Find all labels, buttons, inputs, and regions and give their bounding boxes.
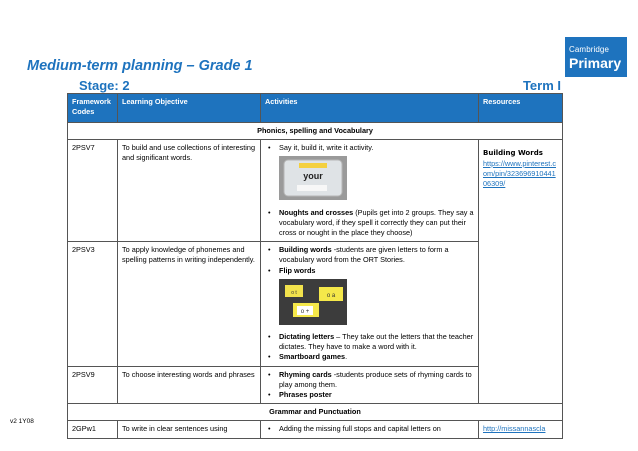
activity-photo-flip-words — [279, 279, 474, 328]
learning-objective: To apply knowledge of phonemes and spelling patterns in writing independently. — [118, 242, 261, 366]
section-title: Phonics, spelling and Vocabulary — [68, 123, 563, 140]
svg-text:o +: o + — [300, 308, 310, 315]
svg-text:o a: o a — [326, 292, 336, 299]
term-label: Term I — [522, 78, 561, 93]
learning-objective: To choose interesting words and phrases — [118, 366, 261, 404]
framework-code: 2PSV9 — [68, 366, 118, 404]
page-title: Medium-term planning – Grade 1 — [27, 58, 253, 74]
table-row — [68, 140, 563, 242]
stage-label: Stage: 2 — [79, 78, 130, 93]
activities-cell — [261, 242, 479, 366]
svg-text:o t: o t — [291, 289, 297, 296]
activity-item: • Noughts and crosses (Pupils get into 2 groups. They say a vocabulary word, if they spell it correctly they can put their cross or nought in the place they choose) — [265, 208, 474, 239]
activity-photo-word-tray — [279, 156, 474, 203]
activities-cell — [261, 140, 479, 242]
planning-table — [67, 93, 563, 439]
framework-code: 2PSV3 — [68, 242, 118, 366]
table-header-row — [68, 94, 563, 123]
framework-code: 2PSV7 — [68, 140, 118, 242]
resources-cell — [479, 140, 563, 404]
table-row — [68, 421, 563, 438]
flip-words-image — [279, 279, 347, 325]
resource-link[interactable]: https://www.pinterest.com/pin/32369691044106309/ — [483, 159, 556, 189]
logo-line-cambridge: Cambridge — [569, 45, 610, 54]
header-learning-objective: Learning Objective — [118, 94, 261, 123]
learning-objective: To write in clear sentences using — [118, 421, 261, 438]
activity-item: • Smartboard games. — [265, 352, 474, 362]
section-title: Grammar and Punctuation — [68, 404, 563, 421]
activity-item: • Say it, build it, write it activity. — [265, 143, 474, 153]
activity-item: • Phrases poster — [265, 390, 474, 400]
logo-line-primary: Primary — [569, 55, 622, 71]
section-row-grammar — [68, 404, 563, 421]
resources-cell — [479, 421, 563, 438]
learning-objective: To build and use collections of interesting and significant words. — [118, 140, 261, 242]
framework-code: 2GPw1 — [68, 421, 118, 438]
activity-item: • Building words -students are given letters to form a vocabulary word from the ORT Stories. — [265, 245, 474, 265]
resource-title: Building Words — [483, 149, 543, 158]
header-resources: Resources — [479, 94, 563, 123]
activity-item: • Adding the missing full stops and capital letters on — [265, 424, 474, 434]
header-activities: Activities — [261, 94, 479, 123]
section-row-phonics — [68, 123, 563, 140]
header-framework-codes: Framework Codes — [68, 94, 118, 123]
version-footer: v2 1Y08 — [10, 418, 34, 425]
word-tray-image — [279, 156, 347, 200]
activity-item: • Dictating letters – They take out the letters that the teacher dictates. They have to make a word with it. — [265, 332, 474, 352]
activity-item: • Flip words — [265, 266, 474, 276]
tray-word: your — [303, 171, 323, 182]
cambridge-primary-logo — [565, 37, 627, 77]
activity-item: • Rhyming cards -students produce sets of rhyming cards to play among them. — [265, 370, 474, 390]
activities-cell — [261, 366, 479, 404]
resource-link[interactable]: http://missannascla — [483, 424, 546, 434]
activities-cell — [261, 421, 479, 438]
